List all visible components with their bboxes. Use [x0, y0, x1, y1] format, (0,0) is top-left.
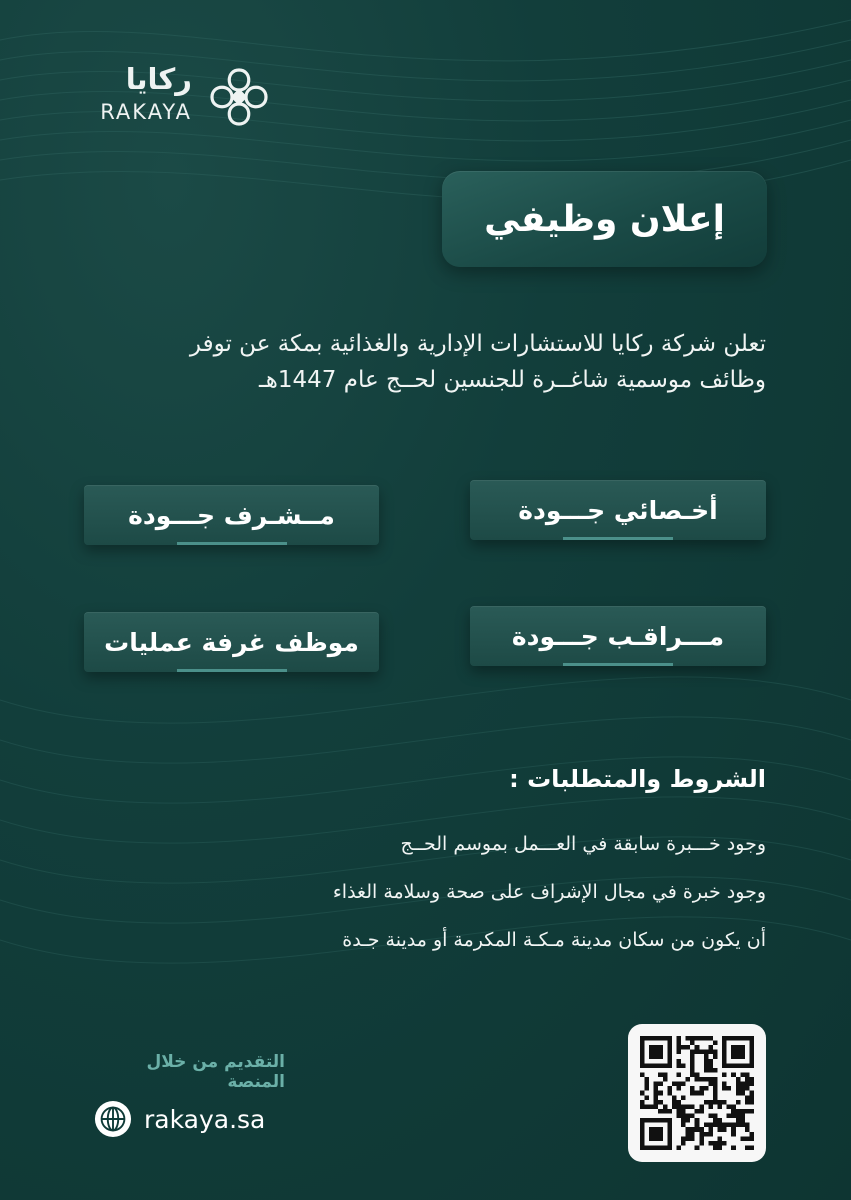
intro-text: [66, 326, 766, 398]
job-card-quality-supervisor: [84, 485, 379, 545]
job-card-quality-inspector: [470, 606, 766, 666]
qr-code-container[interactable]: [628, 1024, 766, 1162]
requirements-list: [206, 826, 766, 970]
requirement-item: وجود خبرة في مجال الإشراف على صحة وسلامة الغذاء: [332, 881, 766, 903]
job-title: مــشـرف جـــودة: [128, 500, 335, 530]
globe-icon: [94, 1100, 132, 1138]
job-title: مـــراقـب جـــودة: [511, 621, 725, 651]
page-title: إعلان وظيفي: [484, 198, 725, 240]
requirement-item: وجود خـــبرة سابقة في العـــمل بموسم الحــج: [400, 833, 766, 855]
rakaya-logo: [84, 62, 274, 132]
qr-code-icon: [640, 1036, 754, 1150]
website-url[interactable]: rakaya.sa: [144, 1104, 266, 1134]
job-card-accent-line: [563, 663, 673, 666]
title-banner: [442, 171, 767, 267]
job-card-accent-line: [177, 542, 287, 545]
intro-line-2: وظائف موسمية شاغــرة للجنسين لحــج عام 1447هـ: [258, 367, 766, 393]
requirement-item: أن يكون من سكان مدينة مـكـة المكرمة أو مدينة جـدة: [342, 929, 766, 951]
intro-line-1: تعلن شركة ركايا للاستشارات الإدارية والغذائية بمكة عن توفر: [189, 331, 766, 357]
job-card-accent-line: [177, 669, 287, 672]
logo-arabic-name: ركايا: [125, 62, 192, 96]
apply-label: التقديم من خلال المنصة: [146, 1052, 285, 1092]
rakaya-logo-mark-icon: [204, 62, 274, 132]
job-card-operations-room-officer: [84, 612, 379, 672]
job-title: أخـصائي جـــودة: [518, 495, 718, 525]
job-card-accent-line: [563, 537, 673, 540]
requirements-title: الشروط والمتطلبات :: [509, 765, 766, 793]
job-title: موظف غرفة عمليات: [104, 627, 359, 657]
job-card-quality-specialist: [470, 480, 766, 540]
logo-latin-name: RAKAYA: [100, 100, 192, 124]
website-link[interactable]: [94, 1097, 265, 1141]
